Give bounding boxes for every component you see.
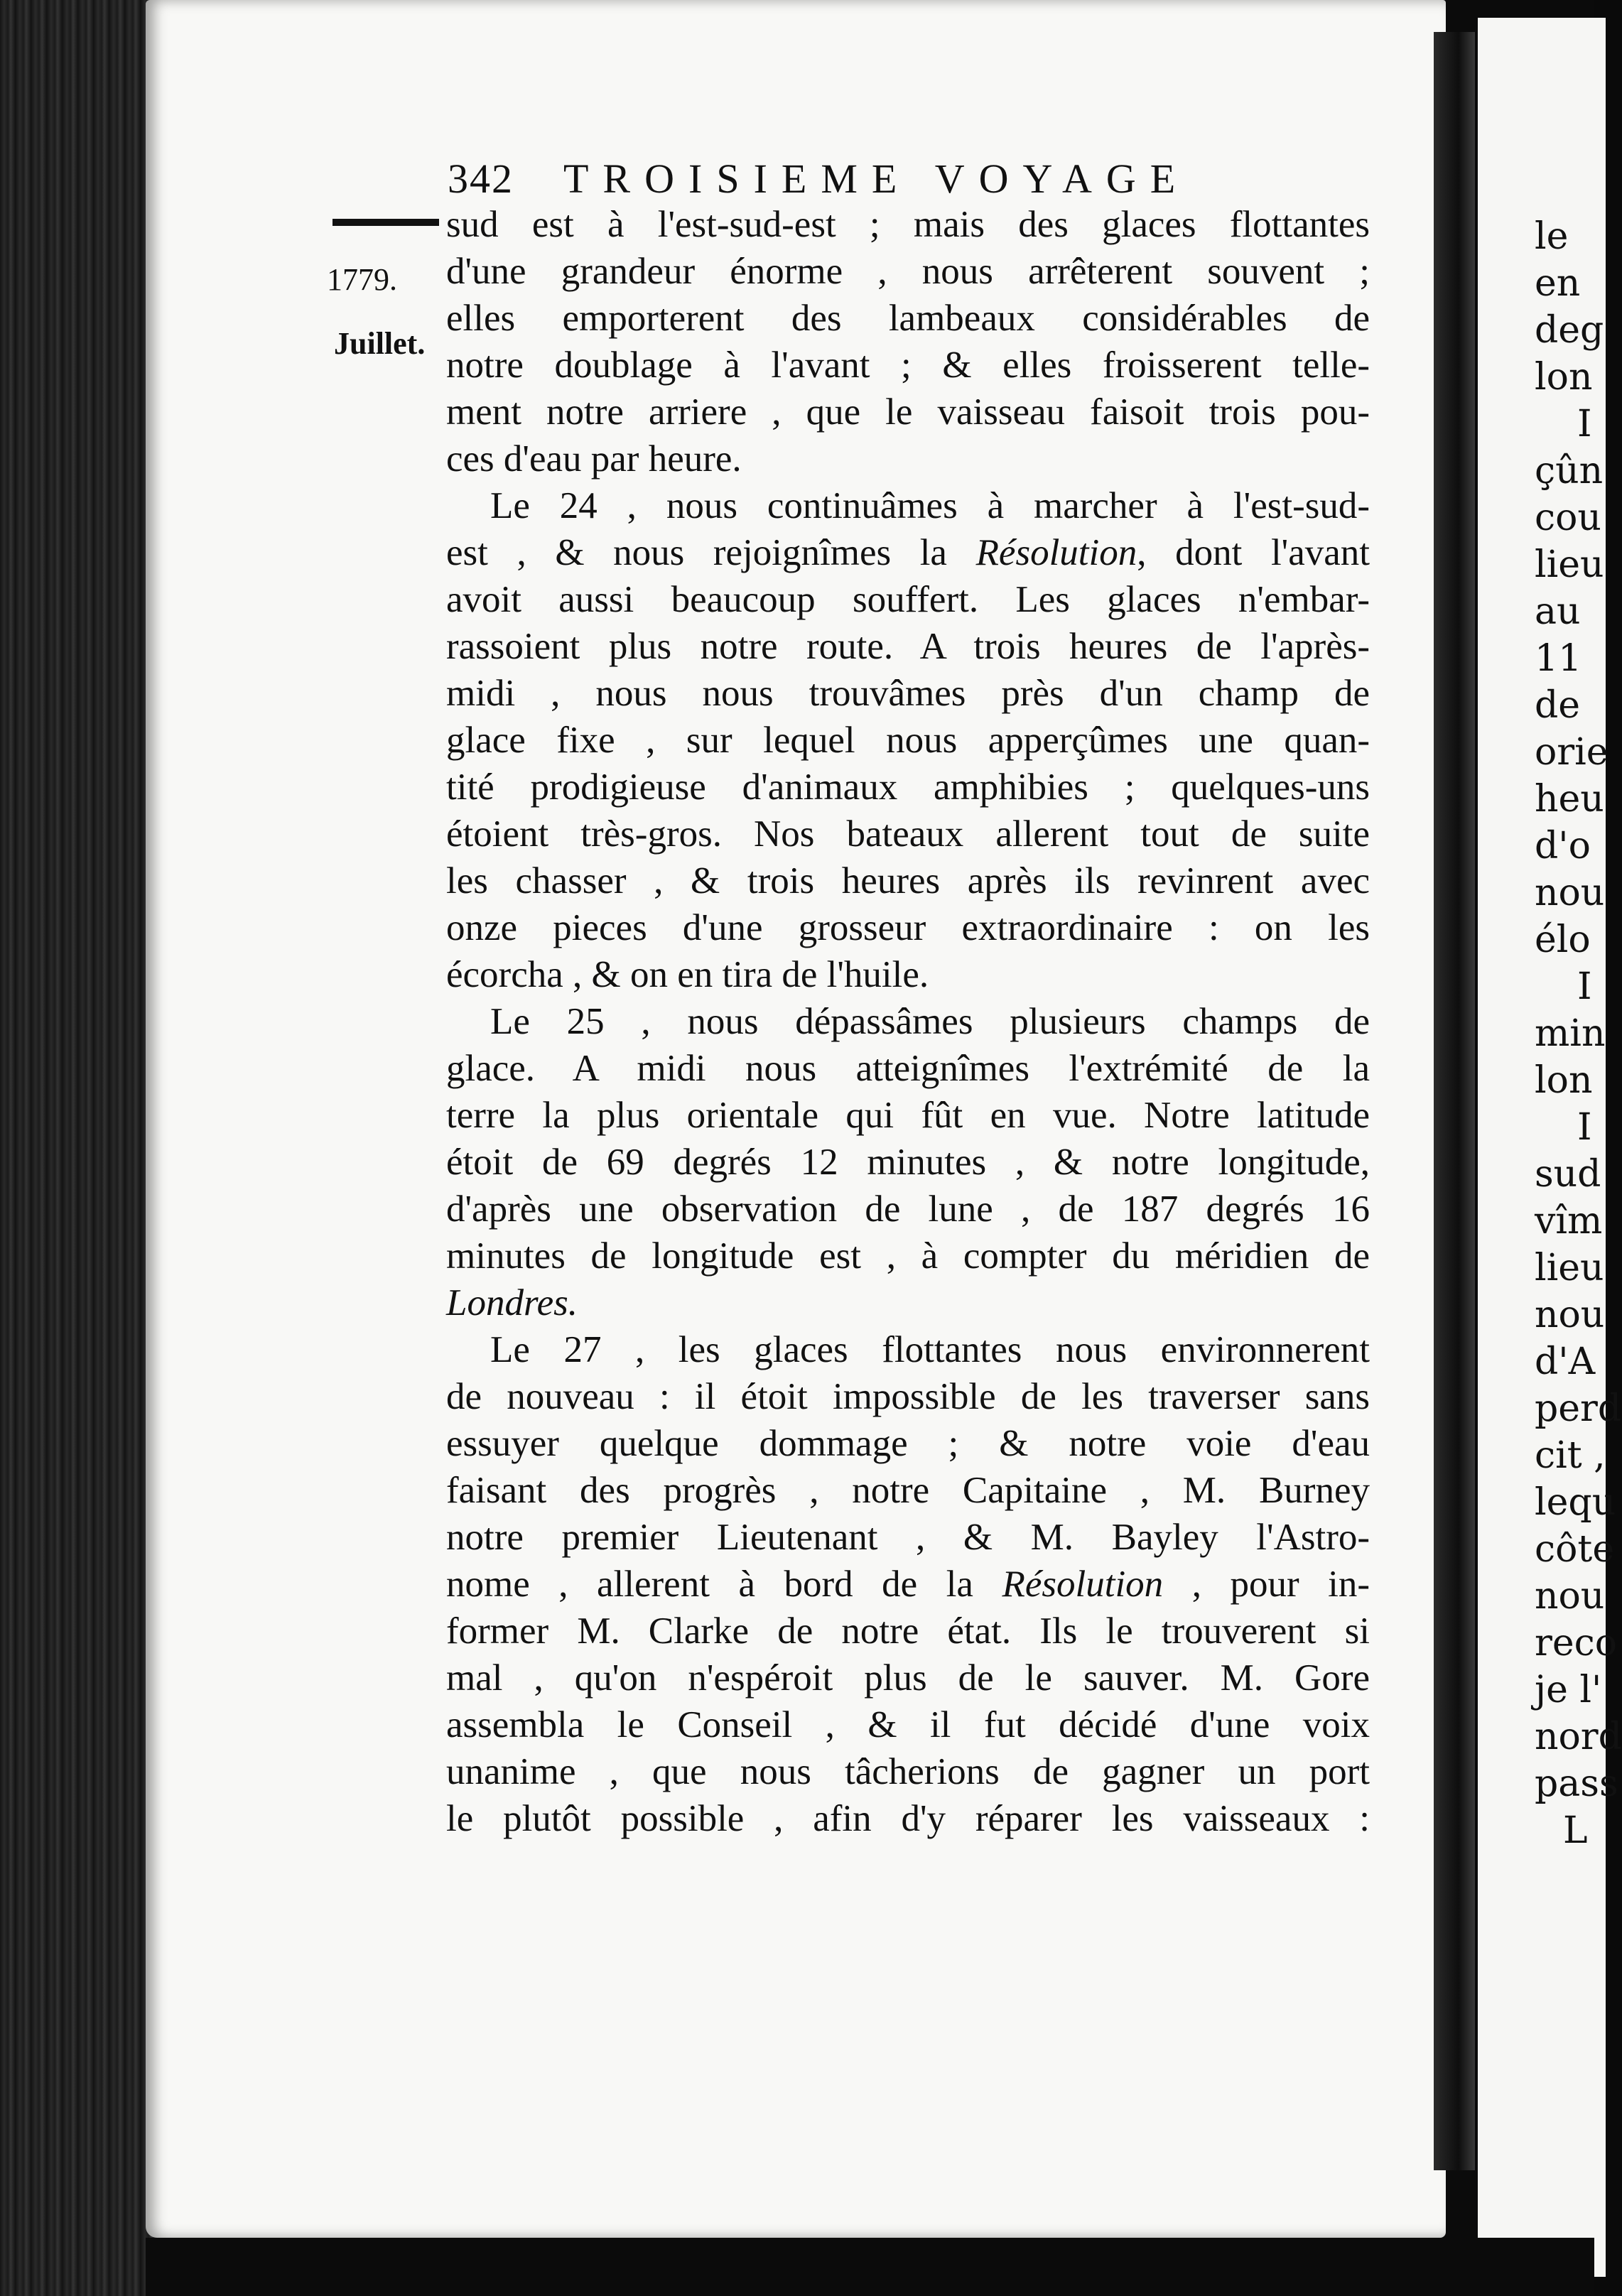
facing-fragment: lequ	[1535, 1481, 1616, 1524]
text-line: glace. A midi nous atteignîmes l'extrémité de la	[446, 1048, 1370, 1089]
text-line: étoit de 69 degrés 12 minutes , & notre longitude,	[446, 1142, 1370, 1183]
facing-fragment: d'A	[1535, 1341, 1596, 1383]
text-line: glace fixe , sur lequel nous apperçûmes une quan-	[446, 720, 1370, 761]
text-line: terre la plus orientale qui fût en vue. Notre latitude	[446, 1095, 1370, 1136]
text-line: notre doublage à l'avant ; & elles froisserent telle-	[446, 345, 1370, 386]
facing-fragment: côte	[1535, 1528, 1615, 1571]
text-line: midi , nous nous trouvâmes près d'un champ de	[446, 673, 1370, 714]
text-line: Le 25 , nous dépassâmes plusieurs champs de	[490, 1001, 1370, 1042]
facing-fragment: L	[1563, 1809, 1588, 1852]
bottom-book-edge	[146, 2238, 1594, 2296]
facing-fragment: vîm	[1535, 1200, 1603, 1242]
book-gutter	[1434, 32, 1475, 2170]
facing-fragment: min	[1535, 1012, 1606, 1055]
text-line: Le 24 , nous continuâmes à marcher à l'est-sud-	[490, 485, 1370, 526]
facing-page	[1478, 18, 1622, 2277]
facing-fragment: le	[1535, 215, 1569, 258]
text-line	[446, 534, 1370, 572]
facing-fragment: heu	[1535, 778, 1604, 821]
text-line: essuyer quelque dommage ; & notre voie d'eau	[446, 1423, 1370, 1464]
facing-fragment: nou	[1535, 872, 1605, 914]
text-line: unanime , que nous tâcherions de gagner un port	[446, 1751, 1370, 1792]
city-name: Londres.	[446, 1282, 578, 1323]
facing-fragment: au	[1535, 590, 1581, 633]
ship-name: Résolution	[1002, 1564, 1164, 1605]
text-line: minutes de longitude est , à compter du méridien de	[446, 1235, 1370, 1277]
facing-fragment: deg	[1535, 309, 1604, 352]
text-line: d'après une observation de lune , de 187 degrés 16	[446, 1188, 1370, 1230]
text-line: étoient très-gros. Nos bateaux allerent tout de suite	[446, 813, 1370, 855]
text-line: rassoient plus notre route. A trois heures de l'après-	[446, 626, 1370, 667]
facing-fragment: cit ,	[1535, 1434, 1606, 1477]
text-line: avoit aussi beaucoup souffert. Les glaces n'embar-	[446, 579, 1370, 620]
facing-fragment: 11	[1535, 637, 1582, 680]
facing-fragment: d'o	[1535, 825, 1591, 867]
facing-fragment: lieu	[1535, 1247, 1604, 1289]
text-span: , dont l'avant	[1137, 532, 1370, 573]
text-span: est , & nous rejoignîmes la	[446, 532, 976, 573]
facing-fragment: je l'	[1535, 1669, 1602, 1711]
facing-fragment: perd	[1535, 1387, 1622, 1430]
facing-fragment: I	[1577, 1106, 1592, 1149]
facing-fragment: nou	[1535, 1575, 1605, 1618]
text-line: onze pieces d'une grosseur extraordinaire : on les	[446, 907, 1370, 948]
text-line: tité prodigieuse d'animaux amphibies ; quelques-uns	[446, 767, 1370, 808]
text-span: nome , allerent à bord de la	[446, 1564, 1002, 1605]
facing-fragment: cou	[1535, 497, 1601, 539]
text-line: sud est à l'est-sud-est ; mais des glaces flottantes	[446, 204, 1370, 245]
text-line: écorcha , & on en tira de l'huile.	[446, 954, 929, 995]
text-line: d'une grandeur énorme , nous arrêterent souvent ;	[446, 251, 1370, 292]
text-line	[446, 1284, 1370, 1322]
margin-year: 1779.	[327, 262, 397, 297]
text-line: assembla le Conseil , & il fut décidé d'une voix	[446, 1704, 1370, 1745]
text-line: mal , qu'on n'espéroit plus de le sauver. M. Gore	[446, 1657, 1370, 1699]
facing-fragment: pass	[1535, 1762, 1618, 1805]
running-title: TROISIEME VOYAGE	[563, 156, 1190, 202]
text-line: former M. Clarke de notre état. Ils le trouverent si	[446, 1610, 1370, 1652]
facing-fragment: de	[1535, 684, 1581, 727]
text-line: le plutôt possible , afin d'y réparer les vaisseaux :	[446, 1798, 1370, 1839]
text-line: notre premier Lieutenant , & M. Bayley l'Astro-	[446, 1517, 1370, 1558]
facing-fragment: lieu	[1535, 543, 1604, 586]
text-line: les chasser , & trois heures après ils revinrent avec	[446, 860, 1370, 901]
facing-fragment: nord	[1535, 1716, 1622, 1758]
text-span: , pour in-	[1163, 1564, 1370, 1605]
facing-fragment: sud	[1535, 1153, 1601, 1196]
text-line: ment notre arriere , que le vaisseau faisoit trois pou-	[446, 391, 1370, 433]
text-line: ces d'eau par heure.	[446, 438, 742, 480]
facing-fragment: élo	[1535, 919, 1591, 961]
margin-month: Juillet.	[334, 326, 426, 361]
text-line: faisant des progrès , notre Capitaine , M. Burney	[446, 1470, 1370, 1511]
facing-fragment: çûn	[1535, 450, 1604, 492]
facing-fragment: nou	[1535, 1294, 1605, 1336]
text-line: de nouveau : il étoit impossible de les traverser sans	[446, 1376, 1370, 1417]
text-line: Le 27 , les glaces flottantes nous environnerent	[490, 1329, 1370, 1370]
facing-fragment: lon	[1535, 356, 1593, 399]
text-line	[446, 1566, 1370, 1603]
margin-rule	[332, 219, 439, 226]
ship-name: Résolution	[975, 532, 1137, 573]
text-line: elles emporterent des lambeaux considérables de	[446, 298, 1370, 339]
facing-fragment: orie	[1535, 731, 1609, 774]
facing-fragment: I	[1577, 965, 1592, 1008]
page-number: 342	[448, 156, 514, 202]
facing-fragment: lon	[1535, 1059, 1593, 1102]
running-header	[448, 155, 1189, 202]
facing-fragment: en	[1535, 262, 1581, 305]
facing-fragment: reco	[1535, 1622, 1618, 1664]
facing-fragment: I	[1577, 403, 1592, 445]
